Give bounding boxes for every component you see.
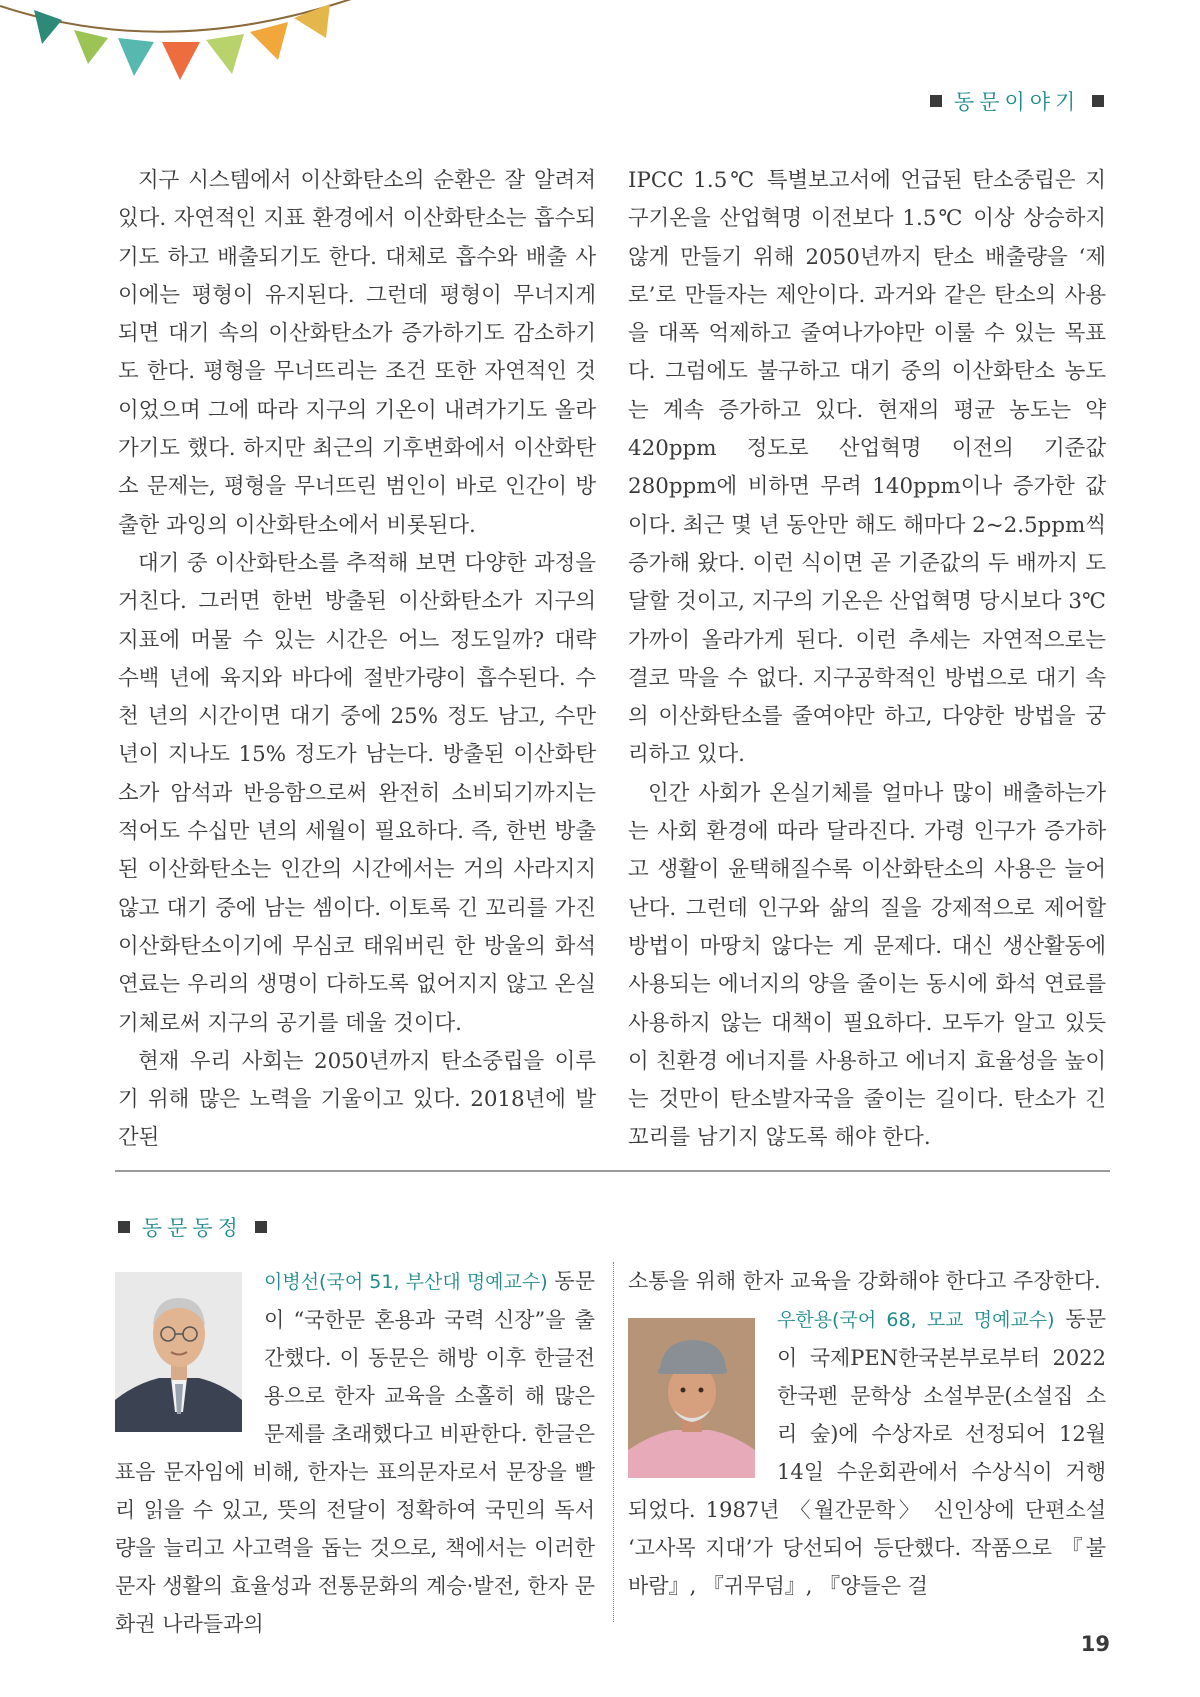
article-paragraph: 대기 중 이산화탄소를 추적해 보면 다양한 과정을 거친다. 그러면 한번 방출된 이산화탄소가 지구의 지표에 머물 수 있는 시간은 어느 정도일까? 대략 수백 년에 육지와 바다에 절반가량이 흡수된다. 수천 년의 시간이면 대기 중에 25% 정도 남고, 수만 년이 지나도 15% 정도가 남는다. 방출된 이산화탄소가 암석과 반응함으로써 완전히 소비되기까지는 적어도 수십만 년의 세월이 필요하다. 즉, 한번 방출된 이산화탄소는 인간의 시간에서는 거의 사라지지 않고 대기 중에 남는 셈이다. 이토록 긴 꼬리를 가진 이산화탄소이기에 무심코 태워버린 한 방울의 화석연료는 우리의 생명이 다하도록 없어지지 않고 온실기체로써 지구의 공기를 데울 것이다. — [118, 550, 596, 1036]
alumni-name: 이병선(국어 51, 부산대 명예교수) — [264, 1271, 548, 1293]
pennant-orange — [162, 42, 200, 80]
section-label-story — [930, 86, 1104, 116]
section-label-alumni-news — [118, 1212, 267, 1242]
article-column-right — [628, 162, 1106, 1158]
news-section-title: 동문동정 — [141, 1216, 243, 1240]
section-title: 동문이야기 — [953, 90, 1081, 114]
article-paragraph: IPCC 1.5℃ 특별보고서에 언급된 탄소중립은 지구기온을 산업혁명 이전보다 1.5℃ 이상 상승하지 않게 만들기 위해 2050년까지 탄소 배출량을 ‘제로’로 만들자는 제안이다. 과거와 같은 탄소의 사용을 대폭 억제하고 줄여나가야만 이룰 수 있는 목표다. 그럼에도 불구하고 대기 중의 이산화탄소 농도는 계속 증가하고 있다. 현재의 평균 농도는 약 420ppm 정도로 산업혁명 이전의 기준값 280ppm에 비하면 무려 140ppm이나 증가한 값이다. 최근 몇 년 동안만 해도 해마다 2~2.5ppm씩 증가해 왔다. 이런 식이면 곧 기준값의 두 배까지 도달할 것이고, 지구의 기온은 산업혁명 당시보다 3℃ 가까이 올라가게 된다. 이런 추세는 자연적으로는 결코 막을 수 없다. 지구공학적인 방법으로 대기 속의 이산화탄소를 줄여야만 하고, 다양한 방법을 궁리하고 있다. — [628, 168, 1106, 768]
bunting-decoration — [0, 0, 370, 100]
news-body: 동문이 “국한문 혼용과 국력 신장”을 출간했다. 이 동문은 해방 이후 한글전용으로 한자 교육을 소홀히 해 많은 문제를 초래했다고 비판한다. 한글은 표음 문자임에 비해, 한자는 표의문자로서 문장을 빨리 읽을 수 있고, 뜻의 전달이 정확하여 국민의 독서량을 늘리고 사고력을 돕는 것으로, 책에서는 이러한 문자 생활의 효율성과 전통문화의 계승·발전, 한자 문화권 나라들과의 — [115, 1269, 595, 1636]
column-divider — [613, 1262, 614, 1622]
pennant-gold — [294, 4, 330, 38]
pennant-green — [34, 10, 62, 44]
news-continuation: 소통을 위해 한자 교육을 강화해야 한다고 주장한다. — [628, 1269, 1101, 1293]
square-bullet-icon — [118, 1221, 130, 1233]
article-paragraph: 지구 시스템에서 이산화탄소의 순환은 잘 알려져 있다. 자연적인 지표 환경에서 이산화탄소는 흡수되기도 하고 배출되기도 한다. 대체로 흡수와 배출 사이에는 평형이 유지된다. 그런데 평형이 무너지게 되면 대기 속의 이산화탄소가 증가하기도 감소하기도 한다. 평형을 무너뜨리는 조건 또한 자연적인 것이었으며 그에 따라 지구의 기온이 내려가기도 올라가기도 했다. 하지만 최근의 기후변화에서 이산화탄소 문제는, 평형을 무너뜨린 범인이 바로 인간이 방출한 과잉의 이산화탄소에서 비롯된다. — [118, 168, 596, 538]
section-divider — [115, 1170, 1110, 1172]
square-bullet-icon — [1092, 95, 1104, 107]
pennant-lime — [74, 30, 108, 64]
square-bullet-icon — [930, 95, 942, 107]
square-bullet-icon — [255, 1221, 267, 1233]
portrait-photo — [115, 1272, 242, 1432]
news-item-1 — [115, 1262, 595, 1643]
pennant-amber — [250, 22, 288, 60]
page-number: 19 — [1080, 1632, 1110, 1656]
article-paragraph: 현재 우리 사회는 2050년까지 탄소중립을 이루기 위해 많은 노력을 기울이고 있다. 2018년에 발간된 — [118, 1048, 596, 1151]
pennant-teal — [118, 38, 154, 76]
pennant-yellowgreen — [206, 34, 244, 74]
article-column-left — [118, 162, 596, 1158]
article-paragraph: 인간 사회가 온실기체를 얼마나 많이 배출하는가는 사회 환경에 따라 달라진다. 가령 인구가 증가하고 생활이 윤택해질수록 이산화탄소의 사용은 늘어난다. 그런데 인구와 삶의 질을 강제적으로 제어할 방법이 마땅치 않다는 게 문제다. 대신 생산활동에 사용되는 에너지의 양을 줄이는 동시에 화석 연료를 사용하지 않는 대책이 필요하다. 모두가 알고 있듯이 친환경 에너지를 사용하고 에너지 효율성을 높이는 것만이 탄소발자국을 줄이는 길이다. 탄소가 긴 꼬리를 남기지 않도록 해야 한다. — [628, 780, 1106, 1151]
news-item-2 — [628, 1262, 1106, 1605]
alumni-name: 우한용(국어 68, 모교 명예교수) — [777, 1309, 1055, 1331]
portrait-photo — [628, 1318, 755, 1478]
news-body: 동문이 국제PEN한국본부로부터 2022 한국펜 문학상 소설부문(소설집 소리 숲)에 수상자로 선정되어 12월 14일 수운회관에서 수상식이 거행되었다. 1987년 〈월간문학〉 신인상에 단편소설 ‘고사목 지대’가 당선되어 등단했다. 작품으로 『불바람』, 『귀무덤』, 『양들은 걸 — [628, 1307, 1106, 1598]
